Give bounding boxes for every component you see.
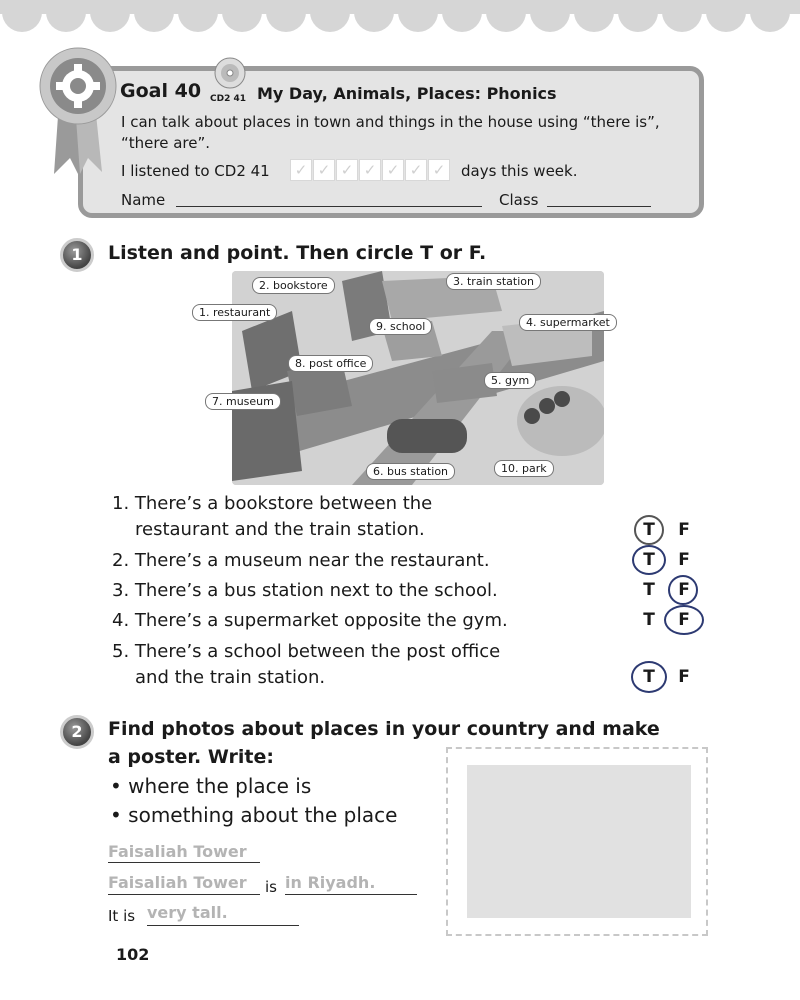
q2-answer-circle (632, 545, 666, 575)
gear-icon (36, 46, 120, 178)
name-label: Name (121, 191, 166, 209)
q3-answer-circle (668, 575, 698, 605)
day-checkbox[interactable]: ✓ (428, 159, 450, 181)
it-is-label: It is (108, 907, 136, 925)
q5-false-option[interactable]: F (678, 667, 690, 687)
map-label-gym: 5. gym (484, 372, 536, 389)
description-line (147, 925, 299, 926)
exercise-2-title-line-1: Find photos about places in your country and make (108, 718, 660, 740)
map-label-post-office: 8. post office (288, 355, 373, 372)
subject-line (108, 894, 260, 895)
can-do-statement: I can talk about places in town and things in the house using “there is”, “there are”. (121, 113, 660, 152)
day-checkbox[interactable]: ✓ (313, 159, 335, 181)
bullet-dot: • (110, 803, 122, 827)
question-4: 4. There’s a supermarket opposite the gym. (112, 610, 508, 631)
days-label: days this week. (461, 162, 578, 180)
question-5-line-1: 5. There’s a school between the post office (112, 641, 501, 662)
example-location[interactable]: in Riyadh. (285, 873, 376, 892)
map-label-bookstore: 2. bookstore (252, 277, 335, 294)
map-label-bus-station: 6. bus station (366, 463, 455, 480)
q1-false-option[interactable]: F (678, 520, 690, 540)
section-title: My Day, Animals, Places: Phonics (257, 84, 557, 103)
goal-label: Goal 40 (120, 80, 202, 102)
map-label-restaurant: 1. restaurant (192, 304, 277, 321)
question-5 (112, 639, 582, 691)
map-label-park: 10. park (494, 460, 554, 477)
cd-reference: CD2 41 (210, 94, 246, 104)
day-checkbox[interactable]: ✓ (336, 159, 358, 181)
exercise-1-number: 1 (60, 238, 94, 272)
q4-false-option[interactable]: F (678, 610, 690, 630)
bullet-text: where the place is (128, 774, 312, 798)
exercise-1-title: Listen and point. Then circle T or F. (108, 242, 487, 264)
day-checkbox[interactable]: ✓ (290, 159, 312, 181)
day-checkbox[interactable]: ✓ (359, 159, 381, 181)
page-number: 102 (116, 945, 150, 964)
bullet-text: something about the place (128, 803, 398, 827)
q4-answer-circle (664, 605, 704, 635)
location-line (285, 894, 417, 895)
listening-checkboxes (290, 159, 450, 181)
exercise-2-title-line-2: a poster. Write: (108, 746, 274, 768)
q3-true-option[interactable]: T (643, 580, 655, 600)
q3-false-option[interactable]: F (678, 580, 690, 600)
class-field[interactable] (547, 206, 651, 207)
bullet-item-1 (110, 774, 311, 798)
question-1-line-1: 1. There’s a bookstore between the (112, 493, 433, 514)
question-1-line-2: restaurant and the train station. (135, 519, 425, 540)
question-3: 3. There’s a bus station next to the school. (112, 580, 498, 601)
cd-icon (214, 57, 246, 89)
place-name-line (108, 862, 260, 863)
q1-answer-circle (634, 515, 664, 545)
poster-frame (446, 747, 708, 936)
q4-true-option[interactable]: T (643, 610, 655, 630)
town-map-illustration (232, 271, 604, 485)
q5-true-option[interactable]: T (643, 667, 655, 687)
class-label: Class (499, 191, 539, 209)
question-1 (112, 491, 582, 543)
q2-true-option[interactable]: T (643, 550, 655, 570)
question-5-line-2: and the train station. (135, 667, 326, 688)
scallop-border (0, 0, 800, 34)
name-field[interactable] (176, 206, 482, 207)
day-checkbox[interactable]: ✓ (382, 159, 404, 181)
map-label-train-station: 3. train station (446, 273, 541, 290)
exercise-2-number: 2 (60, 715, 94, 749)
is-label: is (265, 878, 277, 896)
day-checkbox[interactable]: ✓ (405, 159, 427, 181)
map-label-museum: 7. museum (205, 393, 281, 410)
example-description[interactable]: very tall. (147, 903, 228, 922)
poster-photo-area[interactable] (467, 765, 691, 918)
q1-true-option[interactable]: T (643, 520, 655, 540)
q2-false-option[interactable]: F (678, 550, 690, 570)
map-label-supermarket: 4. supermarket (519, 314, 617, 331)
town-map-drawing (232, 271, 604, 485)
listened-label: I listened to CD2 41 (121, 162, 270, 180)
map-label-school: 9. school (369, 318, 432, 335)
example-subject[interactable]: Faisaliah Tower (108, 873, 247, 892)
q5-answer-circle (631, 661, 667, 693)
question-2: 2. There’s a museum near the restaurant. (112, 550, 490, 571)
bullet-item-2 (110, 803, 397, 827)
example-place-name[interactable]: Faisaliah Tower (108, 842, 247, 861)
bullet-dot: • (110, 774, 122, 798)
